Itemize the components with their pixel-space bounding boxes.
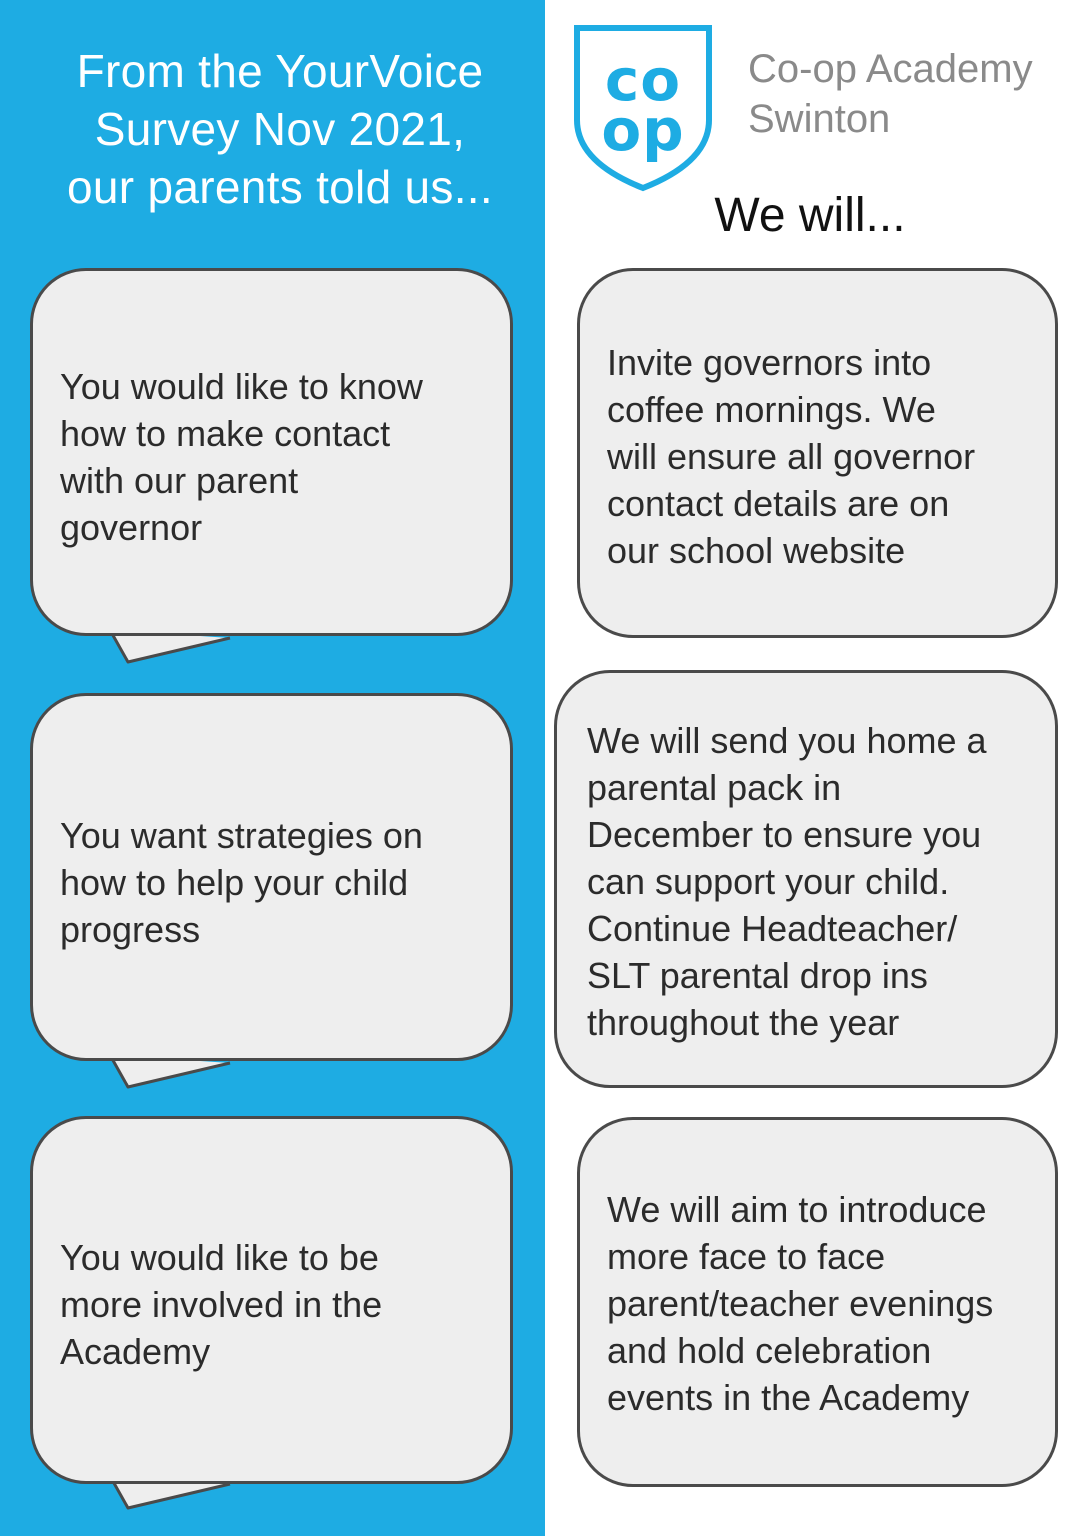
feedback-1-line-2: how to make contact <box>60 413 391 454</box>
action-2-line-7: throughout the year <box>587 1002 900 1043</box>
action-text-3 <box>607 1186 1035 1421</box>
school-name-line-1: Co-op Academy <box>748 47 1033 91</box>
coop-shield-logo <box>572 24 714 192</box>
feedback-3-line-3: Academy <box>60 1331 211 1372</box>
feedback-1-line-1: You would like to know <box>60 366 423 407</box>
survey-heading <box>20 42 540 216</box>
feedback-text-2 <box>60 812 490 953</box>
feedback-3-line-2: more involved in the <box>60 1284 383 1325</box>
action-1-line-4: contact details are on <box>607 483 950 524</box>
action-2-line-2: parental pack in <box>587 767 842 808</box>
action-text-2 <box>587 717 1035 1046</box>
action-1-line-2: coffee mornings. We <box>607 389 936 430</box>
feedback-3-line-1: You would like to be <box>60 1237 379 1278</box>
action-1-line-1: Invite governors into <box>607 342 932 383</box>
action-2-line-5: Continue Headteacher/ <box>587 908 958 949</box>
logo-text-top: co <box>604 46 682 114</box>
action-2-line-4: can support your child. <box>587 861 950 902</box>
survey-heading-line-3: our parents told us... <box>67 161 493 213</box>
logo-text-bottom: op <box>601 96 685 164</box>
feedback-1-line-3: with our parent <box>60 460 299 501</box>
action-3-line-1: We will aim to introduce <box>607 1189 987 1230</box>
action-1-line-3: will ensure all governor <box>607 436 976 477</box>
feedback-bubble-1 <box>30 268 513 636</box>
action-bubble-2 <box>554 670 1058 1088</box>
action-bubble-1 <box>577 268 1058 638</box>
feedback-1-line-4: governor <box>60 507 203 548</box>
action-3-line-5: events in the Academy <box>607 1377 970 1418</box>
feedback-text-1 <box>60 363 490 551</box>
school-name-line-2: Swinton <box>748 97 891 141</box>
action-3-line-2: more face to face <box>607 1236 886 1277</box>
feedback-2-line-2: how to help your child <box>60 862 409 903</box>
action-1-line-5: our school website <box>607 530 906 571</box>
action-text-1 <box>607 339 1035 574</box>
feedback-text-3 <box>60 1234 490 1375</box>
action-2-line-1: We will send you home a <box>587 720 987 761</box>
action-3-line-3: parent/teacher evenings <box>607 1283 994 1324</box>
action-2-line-3: December to ensure you <box>587 814 982 855</box>
survey-heading-line-1: From the YourVoice <box>76 45 484 97</box>
action-2-line-6: SLT parental drop ins <box>587 955 928 996</box>
feedback-bubble-3 <box>30 1116 513 1484</box>
feedback-2-line-3: progress <box>60 909 201 950</box>
action-3-line-4: and hold celebration <box>607 1330 932 1371</box>
school-name <box>748 44 1033 144</box>
feedback-bubble-2 <box>30 693 513 1061</box>
we-will-heading: We will... <box>714 189 906 242</box>
survey-heading-line-2: Survey Nov 2021, <box>94 103 466 155</box>
feedback-2-line-1: You want strategies on <box>60 815 423 856</box>
action-bubble-3 <box>577 1117 1058 1487</box>
